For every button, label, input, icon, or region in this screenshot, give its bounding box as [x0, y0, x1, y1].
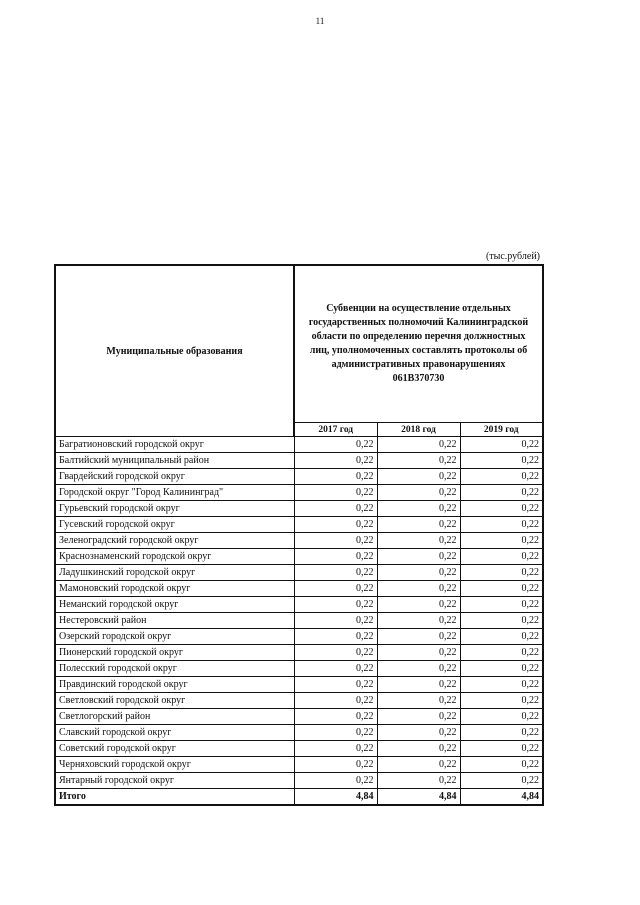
header-year-2017: 2017 год [294, 423, 377, 437]
header-municipality: Муниципальные образования [55, 265, 294, 437]
value-2017: 0,22 [294, 533, 377, 549]
value-2018: 0,22 [377, 485, 460, 501]
value-2017: 0,22 [294, 693, 377, 709]
value-2019: 0,22 [460, 741, 543, 757]
value-2019: 0,22 [460, 709, 543, 725]
municipality-name: Мамоновский городской округ [55, 581, 294, 597]
municipality-name: Гвардейский городской округ [55, 469, 294, 485]
table-row [55, 709, 543, 725]
value-2017: 0,22 [294, 757, 377, 773]
value-2018: 0,22 [377, 741, 460, 757]
municipality-name: Багратионовский городской округ [55, 437, 294, 453]
value-2018: 0,22 [377, 501, 460, 517]
page-number: 11 [315, 16, 325, 26]
header-year-2018: 2018 год [377, 423, 460, 437]
value-2017: 0,22 [294, 453, 377, 469]
value-2017: 0,22 [294, 661, 377, 677]
value-2018: 0,22 [377, 613, 460, 629]
value-2018: 0,22 [377, 725, 460, 741]
table-row [55, 773, 543, 789]
value-2018: 0,22 [377, 565, 460, 581]
municipality-name: Черняховский городской округ [55, 757, 294, 773]
table-row [55, 501, 543, 517]
value-2017: 0,22 [294, 549, 377, 565]
value-2018: 0,22 [377, 629, 460, 645]
municipality-name: Гурьевский городской округ [55, 501, 294, 517]
value-2019: 0,22 [460, 773, 543, 789]
municipality-name: Полесский городской округ [55, 661, 294, 677]
municipality-name: Неманский городской округ [55, 597, 294, 613]
total-label: Итого [55, 789, 294, 806]
table-row [55, 629, 543, 645]
table-row [55, 757, 543, 773]
value-2018: 0,22 [377, 437, 460, 453]
value-2017: 0,22 [294, 645, 377, 661]
table-row [55, 565, 543, 581]
value-2019: 0,22 [460, 661, 543, 677]
value-2019: 0,22 [460, 613, 543, 629]
value-2019: 0,22 [460, 485, 543, 501]
value-2019: 0,22 [460, 581, 543, 597]
value-2019: 0,22 [460, 757, 543, 773]
value-2019: 0,22 [460, 501, 543, 517]
table-body [55, 437, 543, 806]
value-2017: 0,22 [294, 773, 377, 789]
municipality-name: Пионерский городской округ [55, 645, 294, 661]
total-row [55, 789, 543, 806]
table-row [55, 597, 543, 613]
municipality-name: Правдинский городской округ [55, 677, 294, 693]
value-2017: 0,22 [294, 565, 377, 581]
total-2017: 4,84 [294, 789, 377, 806]
value-2019: 0,22 [460, 517, 543, 533]
value-2018: 0,22 [377, 757, 460, 773]
table-row [55, 741, 543, 757]
value-2018: 0,22 [377, 517, 460, 533]
value-2019: 0,22 [460, 453, 543, 469]
value-2019: 0,22 [460, 725, 543, 741]
municipality-name: Краснознаменский городской округ [55, 549, 294, 565]
municipality-name: Ладушкинский городской округ [55, 565, 294, 581]
value-2017: 0,22 [294, 517, 377, 533]
municipality-name: Светлогорский район [55, 709, 294, 725]
table-row [55, 485, 543, 501]
municipality-name: Светловский городской округ [55, 693, 294, 709]
value-2017: 0,22 [294, 613, 377, 629]
table-row [55, 453, 543, 469]
municipality-name: Славский городской округ [55, 725, 294, 741]
table-row [55, 469, 543, 485]
value-2018: 0,22 [377, 709, 460, 725]
value-2017: 0,22 [294, 485, 377, 501]
municipality-name: Гусевский городской округ [55, 517, 294, 533]
table-row [55, 581, 543, 597]
table-row [55, 677, 543, 693]
table-row [55, 725, 543, 741]
value-2019: 0,22 [460, 693, 543, 709]
value-2018: 0,22 [377, 469, 460, 485]
value-2019: 0,22 [460, 629, 543, 645]
total-2018: 4,84 [377, 789, 460, 806]
header-year-2019: 2019 год [460, 423, 543, 437]
table-row [55, 613, 543, 629]
value-2017: 0,22 [294, 629, 377, 645]
value-2018: 0,22 [377, 677, 460, 693]
value-2017: 0,22 [294, 725, 377, 741]
municipality-name: Нестеровский район [55, 613, 294, 629]
value-2017: 0,22 [294, 677, 377, 693]
value-2019: 0,22 [460, 597, 543, 613]
table-row [55, 533, 543, 549]
value-2018: 0,22 [377, 549, 460, 565]
table-row [55, 437, 543, 453]
municipality-name: Озерский городской округ [55, 629, 294, 645]
municipality-name: Янтарный городской округ [55, 773, 294, 789]
value-2017: 0,22 [294, 581, 377, 597]
value-2017: 0,22 [294, 469, 377, 485]
total-2019: 4,84 [460, 789, 543, 806]
value-2019: 0,22 [460, 677, 543, 693]
municipality-name: Зеленоградский городской округ [55, 533, 294, 549]
value-2017: 0,22 [294, 741, 377, 757]
table-row [55, 645, 543, 661]
value-2018: 0,22 [377, 645, 460, 661]
table-row [55, 549, 543, 565]
value-2018: 0,22 [377, 453, 460, 469]
value-2018: 0,22 [377, 597, 460, 613]
value-2017: 0,22 [294, 709, 377, 725]
municipality-name: Балтийский муниципальный район [55, 453, 294, 469]
municipality-name: Советский городской округ [55, 741, 294, 757]
table-row [55, 661, 543, 677]
value-2017: 0,22 [294, 437, 377, 453]
value-2019: 0,22 [460, 565, 543, 581]
value-2019: 0,22 [460, 437, 543, 453]
value-2017: 0,22 [294, 597, 377, 613]
value-2019: 0,22 [460, 533, 543, 549]
header-subvention: Субвенции на осуществление отдельных государственных полномочий Калининградской области по определению перечня должностных лиц, уполномоченных составлять протоколы об административных правонарушениях 061В370730 [294, 265, 543, 423]
value-2019: 0,22 [460, 469, 543, 485]
municipality-name: Городской округ "Город Калининград" [55, 485, 294, 501]
value-2017: 0,22 [294, 501, 377, 517]
value-2019: 0,22 [460, 645, 543, 661]
table-row [55, 517, 543, 533]
value-2018: 0,22 [377, 773, 460, 789]
subvention-table [54, 264, 544, 806]
value-2018: 0,22 [377, 661, 460, 677]
value-2019: 0,22 [460, 549, 543, 565]
value-2018: 0,22 [377, 693, 460, 709]
value-2018: 0,22 [377, 581, 460, 597]
unit-note: (тыс.рублей) [485, 251, 540, 262]
value-2018: 0,22 [377, 533, 460, 549]
table-row [55, 693, 543, 709]
